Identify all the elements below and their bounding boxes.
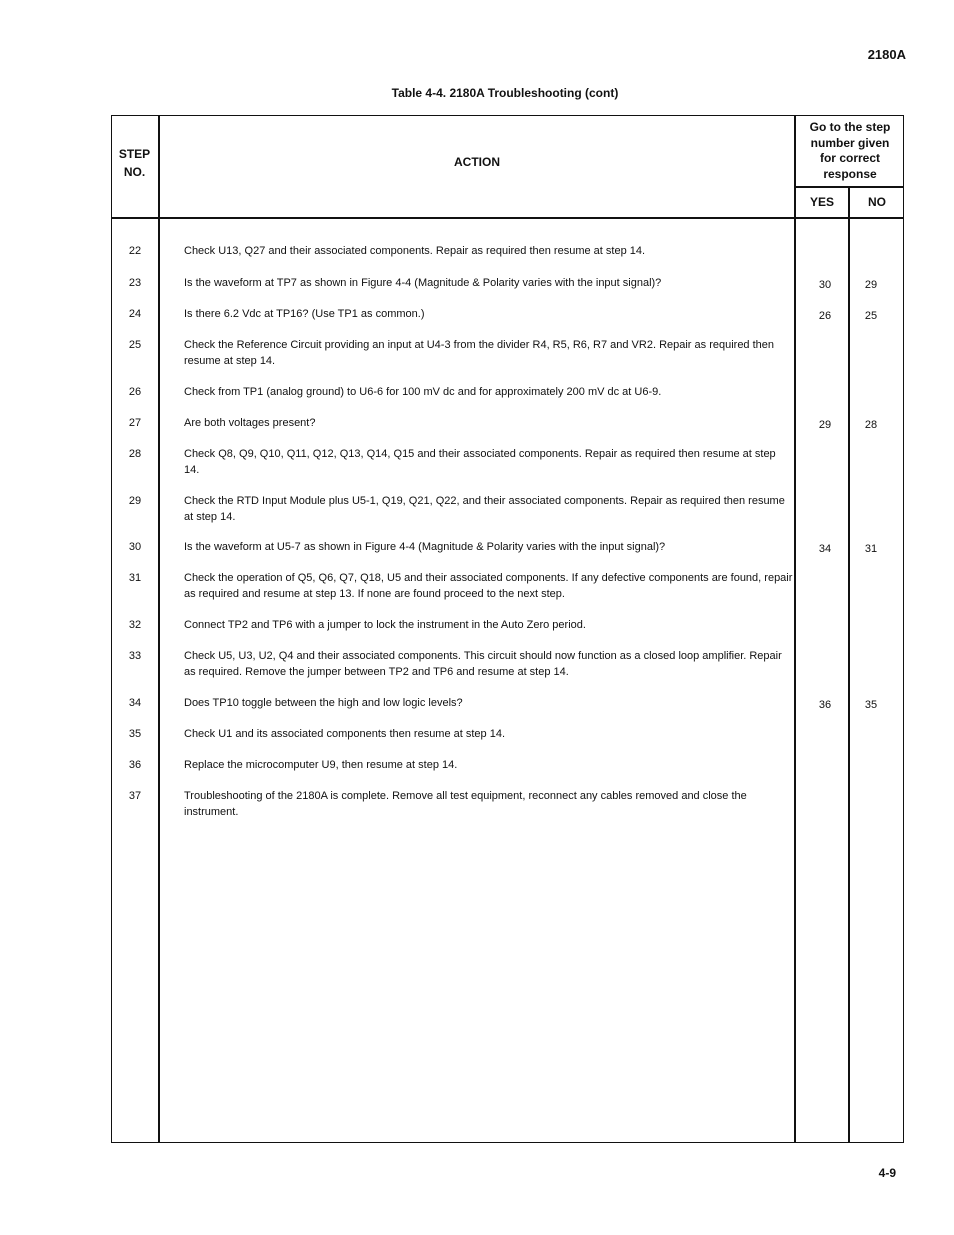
no-step: 28 bbox=[864, 419, 878, 431]
step-number: 25 bbox=[128, 339, 142, 351]
header-goto-line1: Go to the step bbox=[809, 120, 891, 134]
step-number: 29 bbox=[128, 495, 142, 507]
action-text: Connect TP2 and TP6 with a jumper to lock the instrument in the Auto Zero period. bbox=[184, 619, 586, 631]
step-number: 24 bbox=[128, 308, 142, 320]
header-yes: YES bbox=[809, 195, 834, 209]
step-number: 33 bbox=[128, 650, 142, 662]
yes-step: 26 bbox=[818, 310, 832, 322]
action-text: Replace the microcomputer U9, then resume at step 14. bbox=[184, 759, 458, 771]
action-text: Does TP10 toggle between the high and low logic levels? bbox=[184, 697, 463, 709]
divider-action-yes bbox=[794, 115, 796, 1143]
no-step: 35 bbox=[864, 699, 878, 711]
header-goto-line2: number given bbox=[810, 135, 890, 150]
yes-step: 29 bbox=[818, 419, 832, 431]
no-step: 31 bbox=[864, 543, 878, 555]
step-number: 35 bbox=[128, 728, 142, 740]
action-text: Check Q8, Q9, Q10, Q11, Q12, Q13, Q14, Q15 and their associated components. Repair as required then resume at step 14. bbox=[184, 448, 776, 476]
step-number: 30 bbox=[128, 541, 142, 553]
no-step: 25 bbox=[864, 310, 878, 322]
yes-step: 36 bbox=[818, 699, 832, 711]
page-number: 4-9 bbox=[878, 1166, 896, 1180]
header-step-no bbox=[111, 145, 158, 181]
action-text: Is the waveform at TP7 as shown in Figure 4-4 (Magnitude & Polarity varies with the input signal)? bbox=[184, 277, 662, 289]
action-text: Is the waveform at U5-7 as shown in Figure 4-4 (Magnitude & Polarity varies with the input signal)? bbox=[184, 541, 666, 553]
header-goto-line4: response bbox=[823, 166, 877, 181]
action-text: Is there 6.2 Vdc at TP16? (Use TP1 as common.) bbox=[184, 308, 425, 320]
action-text: Check the operation of Q5, Q6, Q7, Q18, U5 and their associated components. If any defective components are found, repair as required and resume at step 13. If none are found proceed to the next step. bbox=[184, 572, 793, 600]
action-text: Check from TP1 (analog ground) to U6-6 for 100 mV dc and for approximately 200 mV dc at U6-9. bbox=[184, 386, 662, 398]
step-number: 26 bbox=[128, 386, 142, 398]
step-number: 28 bbox=[128, 448, 142, 460]
divider-header-body bbox=[111, 217, 904, 219]
step-number: 31 bbox=[128, 572, 142, 584]
action-text: Check U5, U3, U2, Q4 and their associated components. This circuit should now function as a closed loop amplifier. Repair as required. Remove the jumper between TP2 and TP6 and resume at step 14. bbox=[184, 650, 782, 678]
header-step-line1: STEP bbox=[118, 147, 151, 161]
header-no: NO bbox=[868, 195, 886, 209]
header-action: ACTION bbox=[454, 155, 500, 169]
document-id: 2180A bbox=[867, 47, 906, 62]
action-text: Check U13, Q27 and their associated components. Repair as required then resume at step 14. bbox=[184, 245, 646, 257]
step-number: 27 bbox=[128, 417, 142, 429]
step-number: 32 bbox=[128, 619, 142, 631]
header-step-line2: NO. bbox=[123, 165, 146, 179]
action-text: Check U1 and its associated components then resume at step 14. bbox=[184, 728, 506, 740]
divider-step-action bbox=[158, 115, 160, 1143]
action-text: Check the Reference Circuit providing an input at U4-3 from the divider R4, R5, R6, R7 and VR2. Repair as required then resume at step 14. bbox=[184, 339, 775, 367]
divider-goto-yesno bbox=[794, 186, 904, 188]
divider-yes-no bbox=[848, 186, 850, 1143]
step-number: 34 bbox=[128, 697, 142, 709]
action-text: Are both voltages present? bbox=[184, 417, 316, 429]
header-goto-line3: for correct bbox=[819, 151, 881, 165]
step-number: 22 bbox=[128, 245, 142, 257]
action-text: Troubleshooting of the 2180A is complete. Remove all test equipment, reconnect any cables removed and close the instrument. bbox=[184, 790, 747, 818]
step-number: 23 bbox=[128, 277, 142, 289]
step-number: 36 bbox=[128, 759, 142, 771]
yes-step: 30 bbox=[818, 279, 832, 291]
step-number: 37 bbox=[128, 790, 142, 802]
header-goto bbox=[796, 120, 904, 182]
table-title: Table 4-4. 2180A Troubleshooting (cont) bbox=[391, 86, 619, 100]
no-step: 29 bbox=[864, 279, 878, 291]
yes-step: 34 bbox=[818, 543, 832, 555]
action-text: Check the RTD Input Module plus U5-1, Q19, Q21, Q22, and their associated components. Repair as required then resume at step 14. bbox=[184, 495, 785, 523]
